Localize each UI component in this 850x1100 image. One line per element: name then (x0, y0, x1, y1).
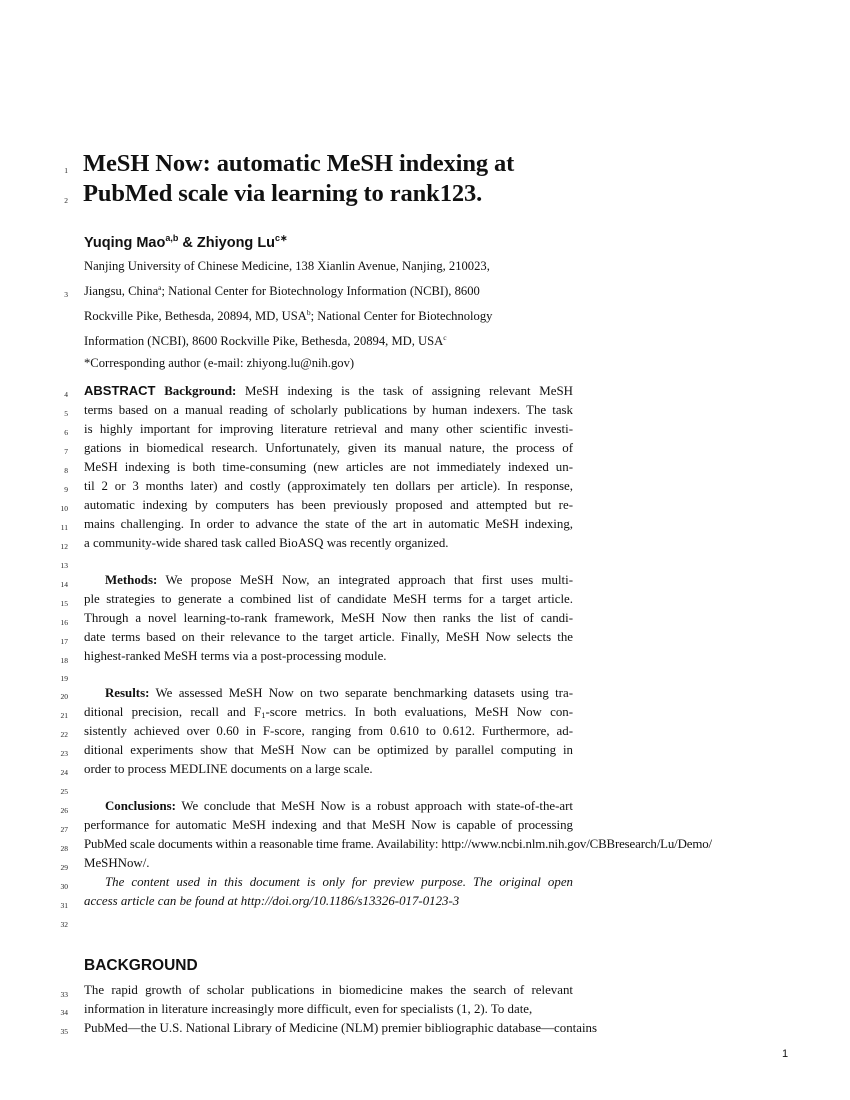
line-number: 6 (64, 428, 68, 437)
line-number: 18 (60, 656, 68, 665)
conclusions-label: Conclusions: (105, 799, 176, 813)
body-line: PubMed—the U.S. National Library of Medicine (NLM) premier bibliographic database—contains (84, 1021, 597, 1035)
line-number: 31 (60, 901, 68, 910)
abstract-line: ABSTRACT Background: MeSH indexing is the task of assigning relevant MeSH (84, 383, 573, 398)
abstract-line: sistently achieved over 0.60 in F-score, ranging from 0.610 to 0.612. Furthermore, ad- (84, 724, 573, 738)
methods-label: Methods: (105, 573, 158, 587)
affiliation-block (84, 256, 492, 374)
line-number: 9 (64, 485, 68, 494)
line-number: 33 (60, 990, 68, 999)
abstract-line: is highly important for improving literature retrieval and many other scientific investi- (84, 422, 573, 436)
line-number: 32 (60, 920, 68, 929)
line-number: 1 (64, 166, 68, 175)
line-number: 4 (64, 390, 68, 399)
line-number: 17 (60, 637, 68, 646)
body-line: information in literature increasingly more difficult, even for specialists (1, 2). To date, (84, 1002, 533, 1016)
line-number: 28 (60, 844, 68, 853)
abstract-line: performance for automatic MeSH indexing and that MeSH Now is capable of processing (84, 818, 573, 832)
affiliation-line: Rockville Pike, Bethesda, 20894, MD, USA$^b$; National Center for Biotechnology (84, 308, 493, 324)
abstract-line: MeSHNow/. (84, 856, 150, 870)
author-list (84, 233, 288, 251)
affiliation-line: Jiangsu, China$^a$; National Center for Biotechnology Information (NCBI), 8600 (84, 283, 480, 299)
abstract-line: automatic indexing by computers has been previously proposed and attempted but re- (84, 498, 573, 512)
preview-note: access article can be found at http://doi.org/10.1186/s13326-017-0123-3 (84, 894, 460, 908)
line-number: 34 (60, 1008, 68, 1017)
body-line: The rapid growth of scholar publications in biomedicine makes the search of relevant (84, 983, 573, 997)
line-number: 7 (64, 447, 68, 456)
line-number: 19 (60, 674, 68, 683)
author-separator: & (178, 234, 197, 251)
abstract-line: ditional experiments show that MeSH Now can be optimized by parallel computing in (84, 743, 573, 757)
results-label: Results: (105, 686, 150, 700)
abstract-line: Conclusions: We conclude that MeSH Now is a robust approach with state-of-the-art (105, 799, 573, 813)
abstract-line: date terms based on their relevance to the target article. Finally, MeSH Now selects the (84, 630, 573, 644)
line-number: 21 (60, 711, 68, 720)
line-number: 5 (64, 409, 68, 418)
abstract-line: Methods: We propose MeSH Now, an integrated approach that first uses multi- (105, 573, 573, 587)
section-heading: BACKGROUND (84, 957, 198, 974)
abstract-line: Results: We assessed MeSH Now on two separate benchmarking datasets using tra- (105, 686, 573, 700)
abstract-line: terms based on a manual reading of scholarly publications by human indexers. The task (84, 403, 573, 417)
line-number: 23 (60, 749, 68, 758)
author-name: Zhiyong Lu (196, 234, 276, 251)
abstract-line: order to process MEDLINE documents on a large scale. (84, 762, 373, 776)
abstract-line: highest-ranked MeSH terms via a post-processing module. (84, 649, 387, 663)
availability-line: PubMed scale documents within a reasonable time frame. Availability: http://www.ncbi.nlm.nih.gov/CBBresearch/Lu/Demo/ (84, 837, 712, 851)
line-number: 16 (60, 618, 68, 627)
page-number: 1 (782, 1048, 789, 1060)
line-number: 22 (60, 730, 68, 739)
line-number: 13 (60, 561, 68, 570)
line-number: 35 (60, 1027, 68, 1036)
line-number: 30 (60, 882, 68, 891)
abstract-line: gations in biomedical research. Unfortunately, given its manual nature, the process of (84, 441, 573, 455)
preview-note: The content used in this document is only for preview purpose. The original open (105, 875, 573, 889)
affiliation-line: Nanjing University of Chinese Medicine, 138 Xianlin Avenue, Nanjing, 210023, (84, 259, 490, 273)
line-number: 3 (64, 290, 68, 299)
abstract-label: ABSTRACT (84, 383, 156, 398)
line-number: 12 (60, 542, 68, 551)
author-affiliation-marker: c∗ (275, 233, 288, 243)
line-number: 10 (60, 504, 68, 513)
author-affiliation-marker: a,b (165, 233, 179, 243)
background-label: Background: (164, 384, 237, 398)
abstract-line: a community-wide shared task called BioASQ was recently organized. (84, 536, 449, 550)
line-number: 11 (60, 523, 68, 532)
corresponding-author: *Corresponding author (e-mail: zhiyong.lu@nih.gov) (84, 355, 355, 370)
line-number: 14 (60, 580, 68, 589)
abstract-line: ple strategies to generate a combined list of candidate MeSH terms for a target article. (84, 592, 573, 606)
affiliation-line: Information (NCBI), 8600 Rockville Pike, Bethesda, 20894, MD, USA$^c$ (84, 333, 447, 349)
line-number: 8 (64, 466, 68, 475)
line-number: 24 (60, 768, 68, 777)
abstract-line: Through a novel learning-to-rank framework, MeSH Now then ranks the list of candi- (84, 611, 573, 625)
author-name: Yuqing Mao (84, 234, 166, 251)
line-number: 15 (60, 599, 68, 608)
line-number: 20 (60, 692, 68, 701)
abstract-line: mains challenging. In order to advance the state of the art in automatic MeSH indexing, (84, 517, 573, 531)
line-number: 2 (64, 196, 68, 205)
abstract-line: til 2 or 3 months later) and costly (approximately ten dollars per article). In response, (84, 479, 573, 493)
line-number: 27 (60, 825, 68, 834)
line-number: 26 (60, 806, 68, 815)
abstract-line: ditional precision, recall and $F_1$-score metrics. In both evaluations, MeSH Now con- (84, 705, 573, 720)
paper-title-line-2: PubMed scale via learning to rank123. (83, 180, 483, 207)
line-number: 29 (60, 863, 68, 872)
paper-title-line-1: MeSH Now: automatic MeSH indexing at (83, 150, 515, 177)
abstract-line: MeSH indexing is both time-consuming (new articles are not immediately indexed un- (84, 460, 573, 474)
line-number: 25 (60, 787, 68, 796)
